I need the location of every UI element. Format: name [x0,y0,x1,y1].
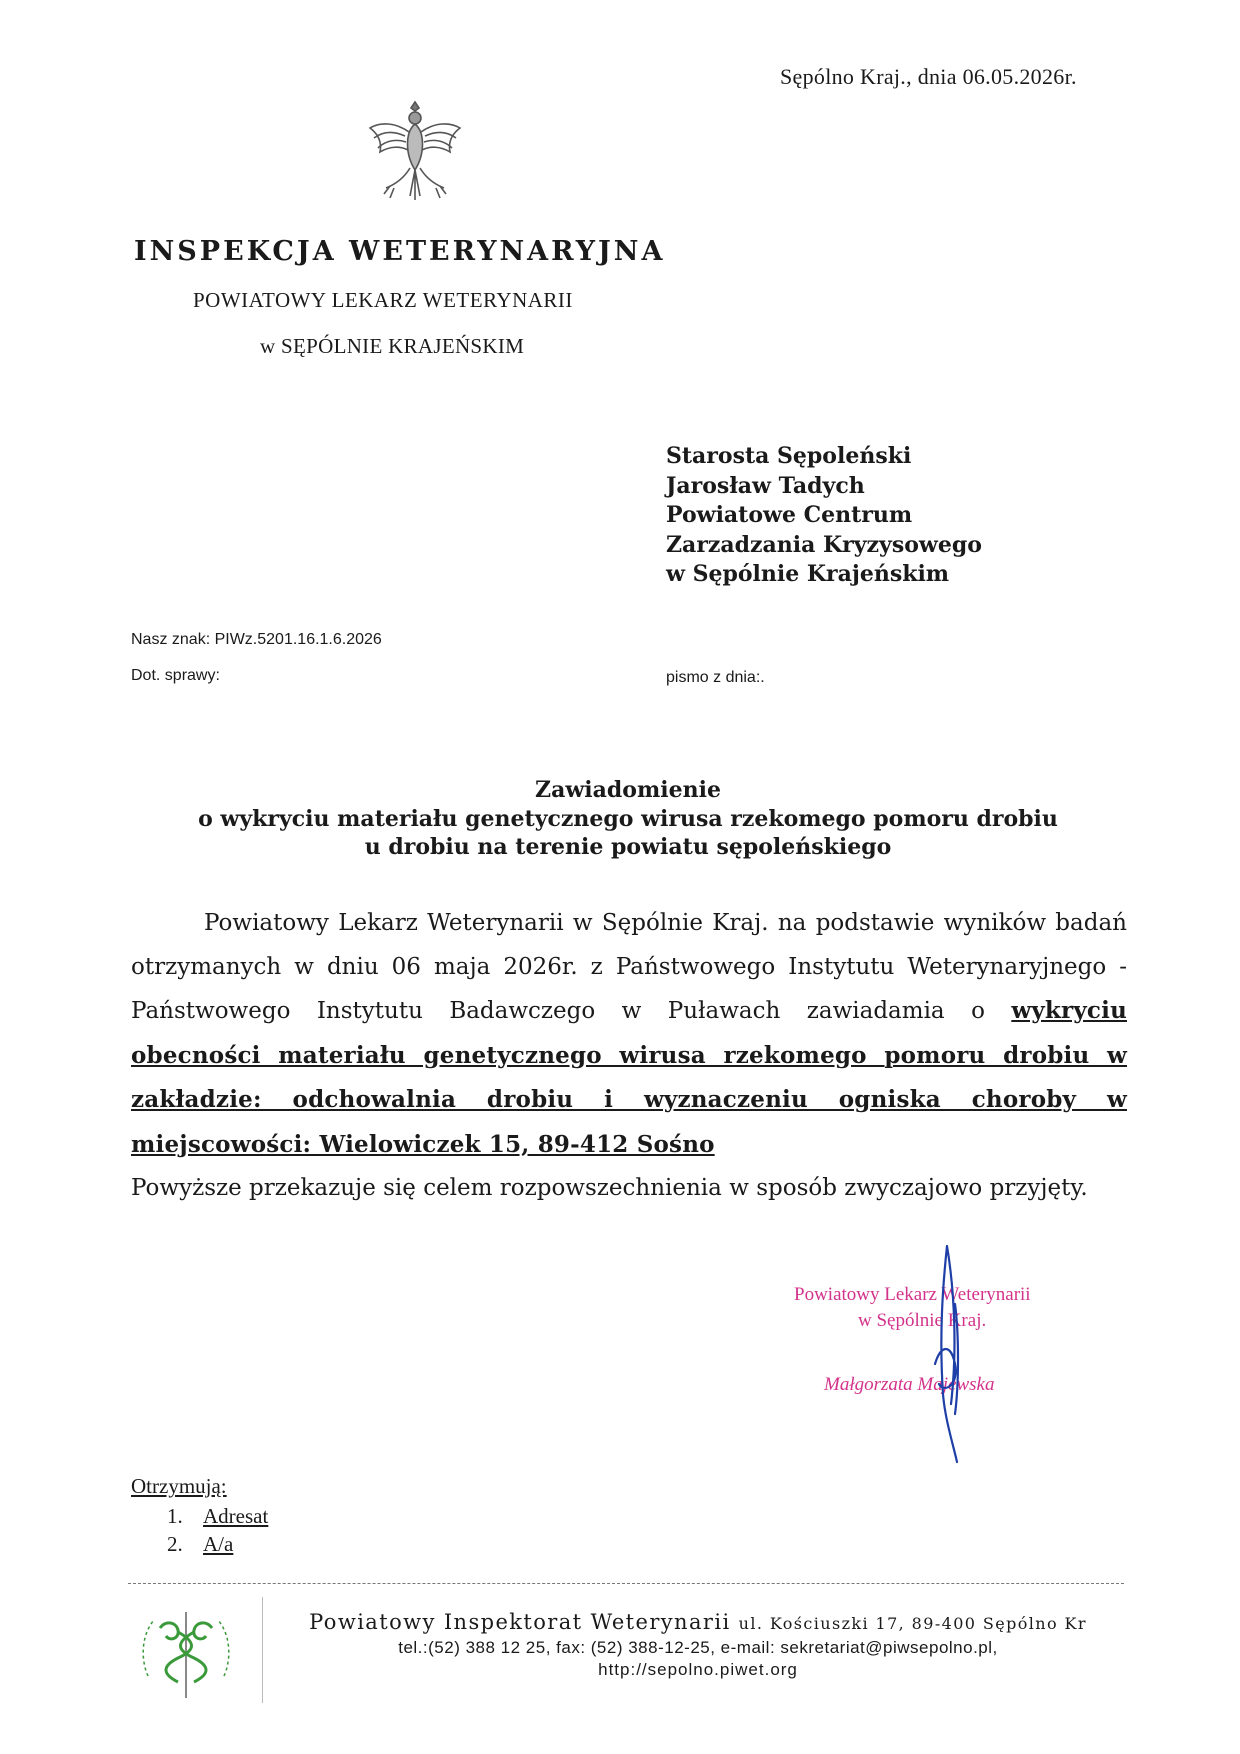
office-location: w SĘPÓLNIE KRAJEŃSKIM [260,334,525,358]
stamp-name: Małgorzata Majewska [824,1374,995,1395]
addressee-line: Zarzadzania Kryzysowego [666,531,982,558]
main-paragraph [131,902,1127,1167]
case-reference: Dot. sprawy: [131,667,220,684]
letter-date-reference: pismo z dnia:. [666,669,765,686]
office-title: POWIATOWY LEKARZ WETERYNARII [193,288,573,312]
paragraph-intro: Powiatowy Lekarz Weterynarii w Sępólnie Kraj. na podstawie wyników badań otrzymanych w dniu 06 maja 2026r. z Państwowego Instytutu Weterynaryjnego -Państwowego Instytutu Badawczego w Puławach zawiadamia o [131,910,1127,1024]
footer-website: http://sepolno.piwet.org [598,1660,798,1679]
heading-title: Zawiadomienie [535,777,721,803]
list-item: 2. A/a [167,1532,234,1556]
list-item: 1. Adresat [167,1504,269,1528]
closing-paragraph: Powyższe przekazuje się celem rozpowszechnienia w sposób zwyczajowo przyjęty. [131,1175,1088,1201]
reference-number: Nasz znak: PIWz.5201.16.1.6.2026 [131,631,382,648]
handwritten-signature-icon [925,1244,975,1464]
footer-address: ul. Kościuszki 17, 89-400 Sępólno Kr [738,1614,1087,1633]
recipients-label: Otrzymują: [131,1474,227,1498]
document-date: Sępólno Kraj., dnia 06.05.2026r. [780,64,1077,89]
heading-line: u drobiu na terenie powiatu sępoleńskiego [364,834,892,860]
recipients-list [167,1502,268,1558]
notice-body [131,902,1127,1211]
addressee-block [666,442,982,590]
paragraph-emphasis: wykryciu obecności materiału genetycznego wirusa rzekomego pomoru drobiu w zakładzie: odchowalnia drobiu i wyznaczeniu ogniska choroby w miejscowości: Wielowiczek 15, 89-412 Sośno [131,997,1127,1158]
heading-line: o wykryciu materiału genetycznego wirusa rzekomego pomoru drobiu [198,805,1058,832]
footer-contact-line: tel.:(52) 388 12 25, fax: (52) 388-12-25, e-mail: sekretariat@piwsepolno.pl, [398,1638,998,1657]
notice-heading [130,776,1126,862]
addressee-line: Jarosław Tadych [666,472,865,499]
stamp-title: Powiatowy Lekarz Weterynarii [794,1284,1031,1305]
footer-org-line [268,1610,1128,1634]
addressee-line: w Sępólnie Krajeńskim [666,561,950,587]
caduceus-logo-icon [130,1598,242,1710]
footer-divider [128,1583,1124,1584]
stamp-location: w Sępólnie Kraj. [858,1310,987,1331]
institution-name: INSPEKCJA WETERYNARYJNA [134,236,666,267]
polish-eagle-emblem-icon [360,92,470,212]
footer-org-name: Powiatowy Inspektorat Weterynarii [309,1610,731,1634]
footer-contact [268,1610,1128,1680]
footer-separator [262,1597,263,1703]
addressee-line: Starosta Sępoleński [666,443,912,469]
addressee-line: Powiatowe Centrum [666,502,913,528]
